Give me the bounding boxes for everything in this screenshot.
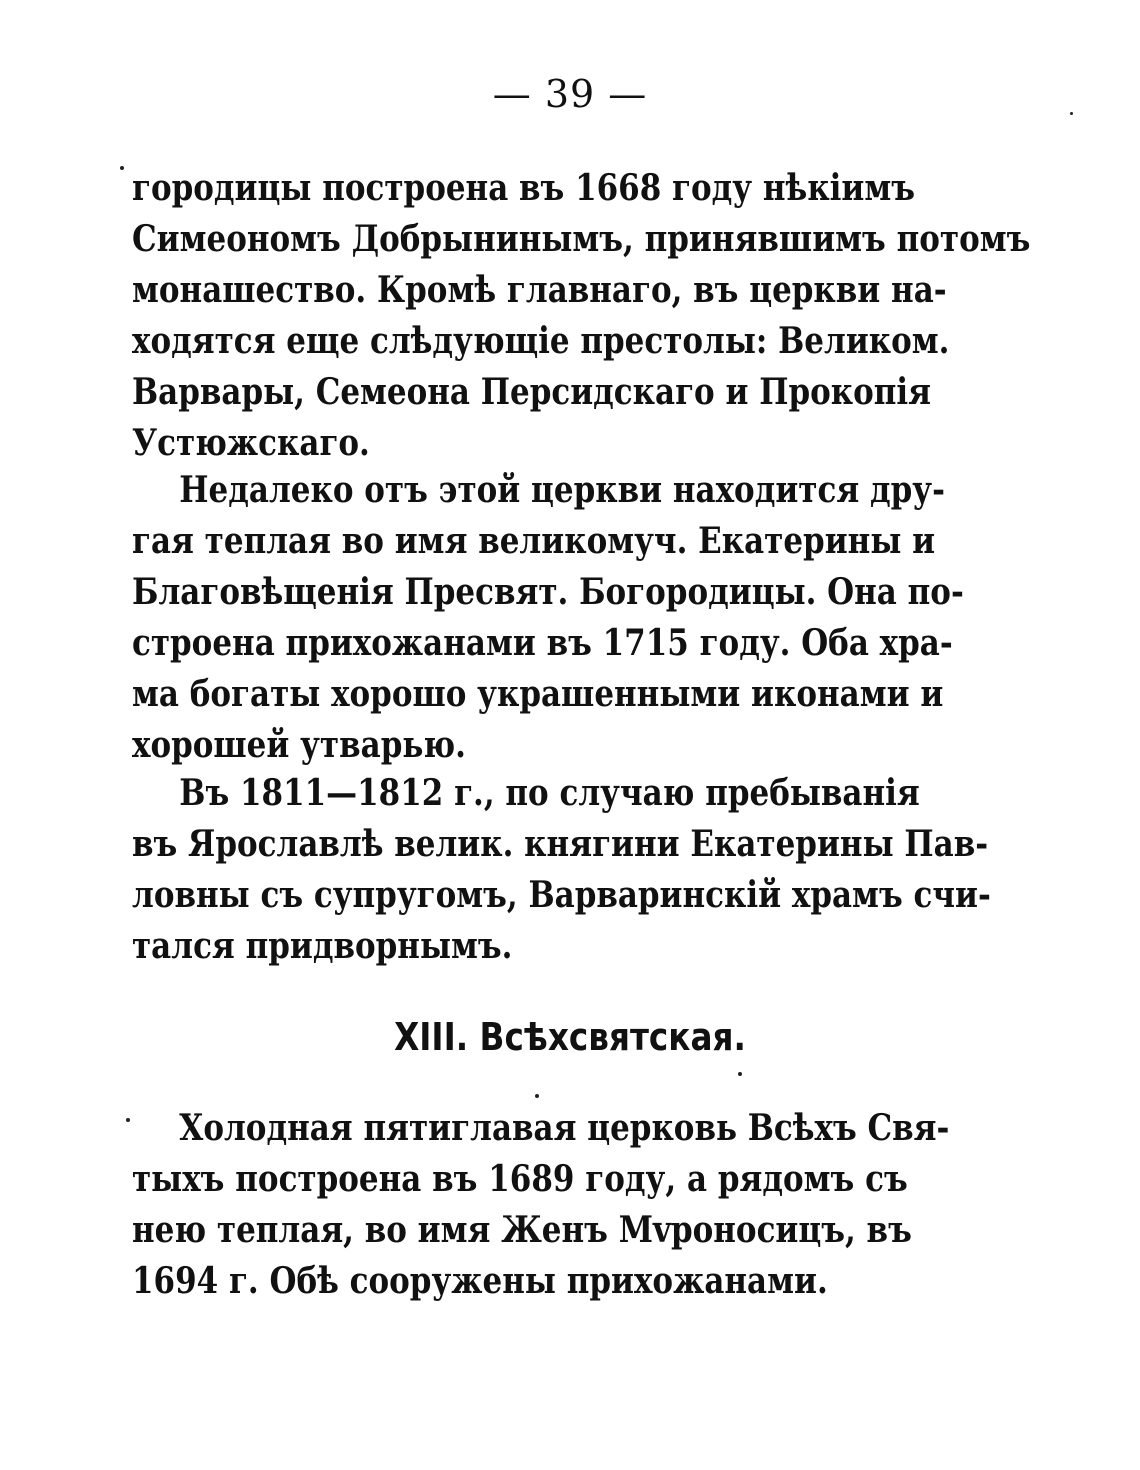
text-line: Благовѣщенія Пресвят. Богородицы. Она по- — [132, 571, 964, 613]
text-line: Недалеко отъ этой церкви находится дру- — [179, 469, 945, 511]
text-line: ма богаты хорошо украшенными иконами и — [132, 673, 944, 715]
text-line: строена прихожанами въ 1715 году. Оба хра- — [132, 622, 953, 664]
paragraph-2 — [132, 465, 964, 771]
page-number: — 39 — — [492, 72, 648, 116]
text-line: городицы построена въ 1668 году нѣкіимъ — [132, 167, 916, 209]
print-speck — [120, 166, 124, 170]
text-line: нею теплая, во имя Женъ Мvроносицъ, въ — [132, 1209, 912, 1251]
text-line: 1694 г. Обѣ сооружены прихожанами. — [132, 1260, 828, 1302]
text-line: тыхъ построена въ 1689 году, а рядомъ съ — [132, 1158, 908, 1200]
text-line: Холодная пятиглавая церковь Всѣхъ Свя- — [179, 1107, 950, 1149]
paragraph-4 — [132, 1103, 950, 1307]
print-speck — [535, 1094, 539, 1098]
print-speck — [1070, 112, 1073, 115]
paragraph-3 — [132, 768, 991, 972]
text-line: Варвары, Семеона Персидскаго и Прокопія — [132, 371, 932, 413]
text-line: Симеономъ Добрынинымъ, принявшимъ потомъ — [132, 218, 1031, 260]
text-line: хорошей утварью. — [132, 724, 466, 766]
paragraph-1 — [132, 163, 1031, 469]
print-speck — [738, 1072, 742, 1076]
text-line: Устюжскаго. — [132, 422, 370, 464]
print-speck — [126, 1118, 130, 1122]
section-heading: XIII. Всѣхсвятская. — [394, 1015, 746, 1059]
text-line: въ Ярославлѣ велик. княгини Екатерины Пав- — [132, 823, 989, 865]
text-line: гая теплая во имя великомуч. Екатерины и — [132, 520, 936, 562]
text-line: ловны съ супругомъ, Варваринскій храмъ счи- — [132, 874, 991, 916]
text-line: монашество. Кромѣ главнаго, въ церкви на- — [132, 269, 947, 311]
text-line: тался придворнымъ. — [132, 925, 513, 967]
text-line: ходятся еще слѣдующіе престолы: Великом. — [132, 320, 950, 362]
text-line: Въ 1811—1812 г., по случаю пребыванія — [179, 772, 920, 814]
